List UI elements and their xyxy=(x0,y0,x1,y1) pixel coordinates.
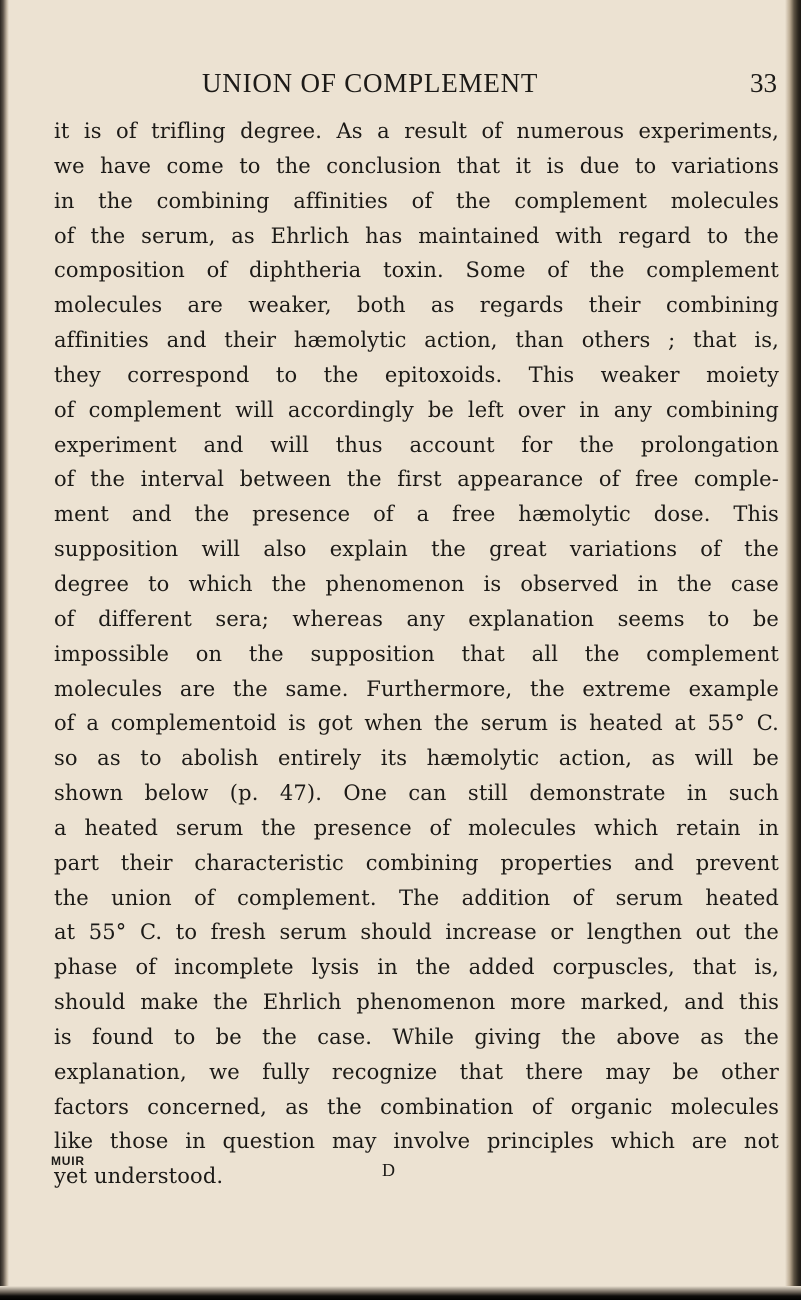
text-line: of different sera; whereas any explanation seems to be xyxy=(54,606,779,631)
text-line: we have come to the conclusion that it is due to variations xyxy=(54,153,779,178)
text-line: molecules are weaker, both as regards their combining xyxy=(54,293,779,318)
printer-signature: MUIR xyxy=(51,1154,85,1168)
text-line: a heated serum the presence of molecules which retain in xyxy=(54,815,779,840)
text-line: composition of diphtheria toxin. Some of the complement xyxy=(54,258,779,283)
body-paragraph xyxy=(54,114,779,1194)
scan-left-edge xyxy=(0,0,9,1300)
text-line: phase of incomplete lysis in the added corpuscles, that is, xyxy=(54,955,779,980)
text-line: explanation, we fully recognize that there may be other xyxy=(54,1059,779,1084)
text-line-last: yet understood. xyxy=(54,1164,224,1189)
text-line: shown below (p. 47). One can still demonstrate in such xyxy=(54,781,779,806)
text-line: like those in question may involve principles which are not xyxy=(54,1129,779,1154)
text-line: of the interval between the first appearance of free comple- xyxy=(54,467,779,492)
text-line: ment and the presence of a free hæmolytic dose. This xyxy=(54,502,779,527)
signature-letter: D xyxy=(382,1160,395,1180)
page-number: 33 xyxy=(750,68,777,98)
scan-bottom-edge xyxy=(0,1286,801,1300)
text-line: molecules are the same. Furthermore, the extreme example xyxy=(54,676,779,701)
running-head xyxy=(0,68,801,104)
text-line: factors concerned, as the combination of organic molecules xyxy=(54,1094,779,1119)
text-line: the union of complement. The addition of serum heated xyxy=(54,885,779,910)
text-line: should make the Ehrlich phenomenon more marked, and this xyxy=(54,990,779,1015)
text-line: so as to abolish entirely its hæmolytic action, as will be xyxy=(54,746,779,771)
text-line: in the combining affinities of the complement molecules xyxy=(54,188,779,213)
text-line: of the serum, as Ehrlich has maintained with regard to the xyxy=(54,223,779,248)
text-line: part their characteristic combining properties and prevent xyxy=(54,850,779,875)
text-line: experiment and will thus account for the prolongation xyxy=(54,432,779,457)
text-line: of complement will accordingly be left over in any combining xyxy=(54,397,779,422)
text-line: it is of trifling degree. As a result of numerous experiments, xyxy=(54,119,779,143)
text-line: of a complementoid is got when the serum is heated at 55° C. xyxy=(54,711,779,736)
text-line: supposition will also explain the great variations of the xyxy=(54,537,779,562)
text-line: affinities and their hæmolytic action, than others ; that is, xyxy=(54,328,779,353)
text-line: degree to which the phenomenon is observed in the case xyxy=(54,571,779,596)
running-head-title: UNION OF COMPLEMENT xyxy=(202,68,539,98)
text-line: they correspond to the epitoxoids. This weaker moiety xyxy=(54,362,779,387)
text-line: is found to be the case. While giving the above as the xyxy=(54,1024,779,1049)
text-line: impossible on the supposition that all the complement xyxy=(54,641,779,666)
scan-right-edge xyxy=(785,0,801,1300)
text-line: at 55° C. to fresh serum should increase or lengthen out the xyxy=(54,920,779,945)
